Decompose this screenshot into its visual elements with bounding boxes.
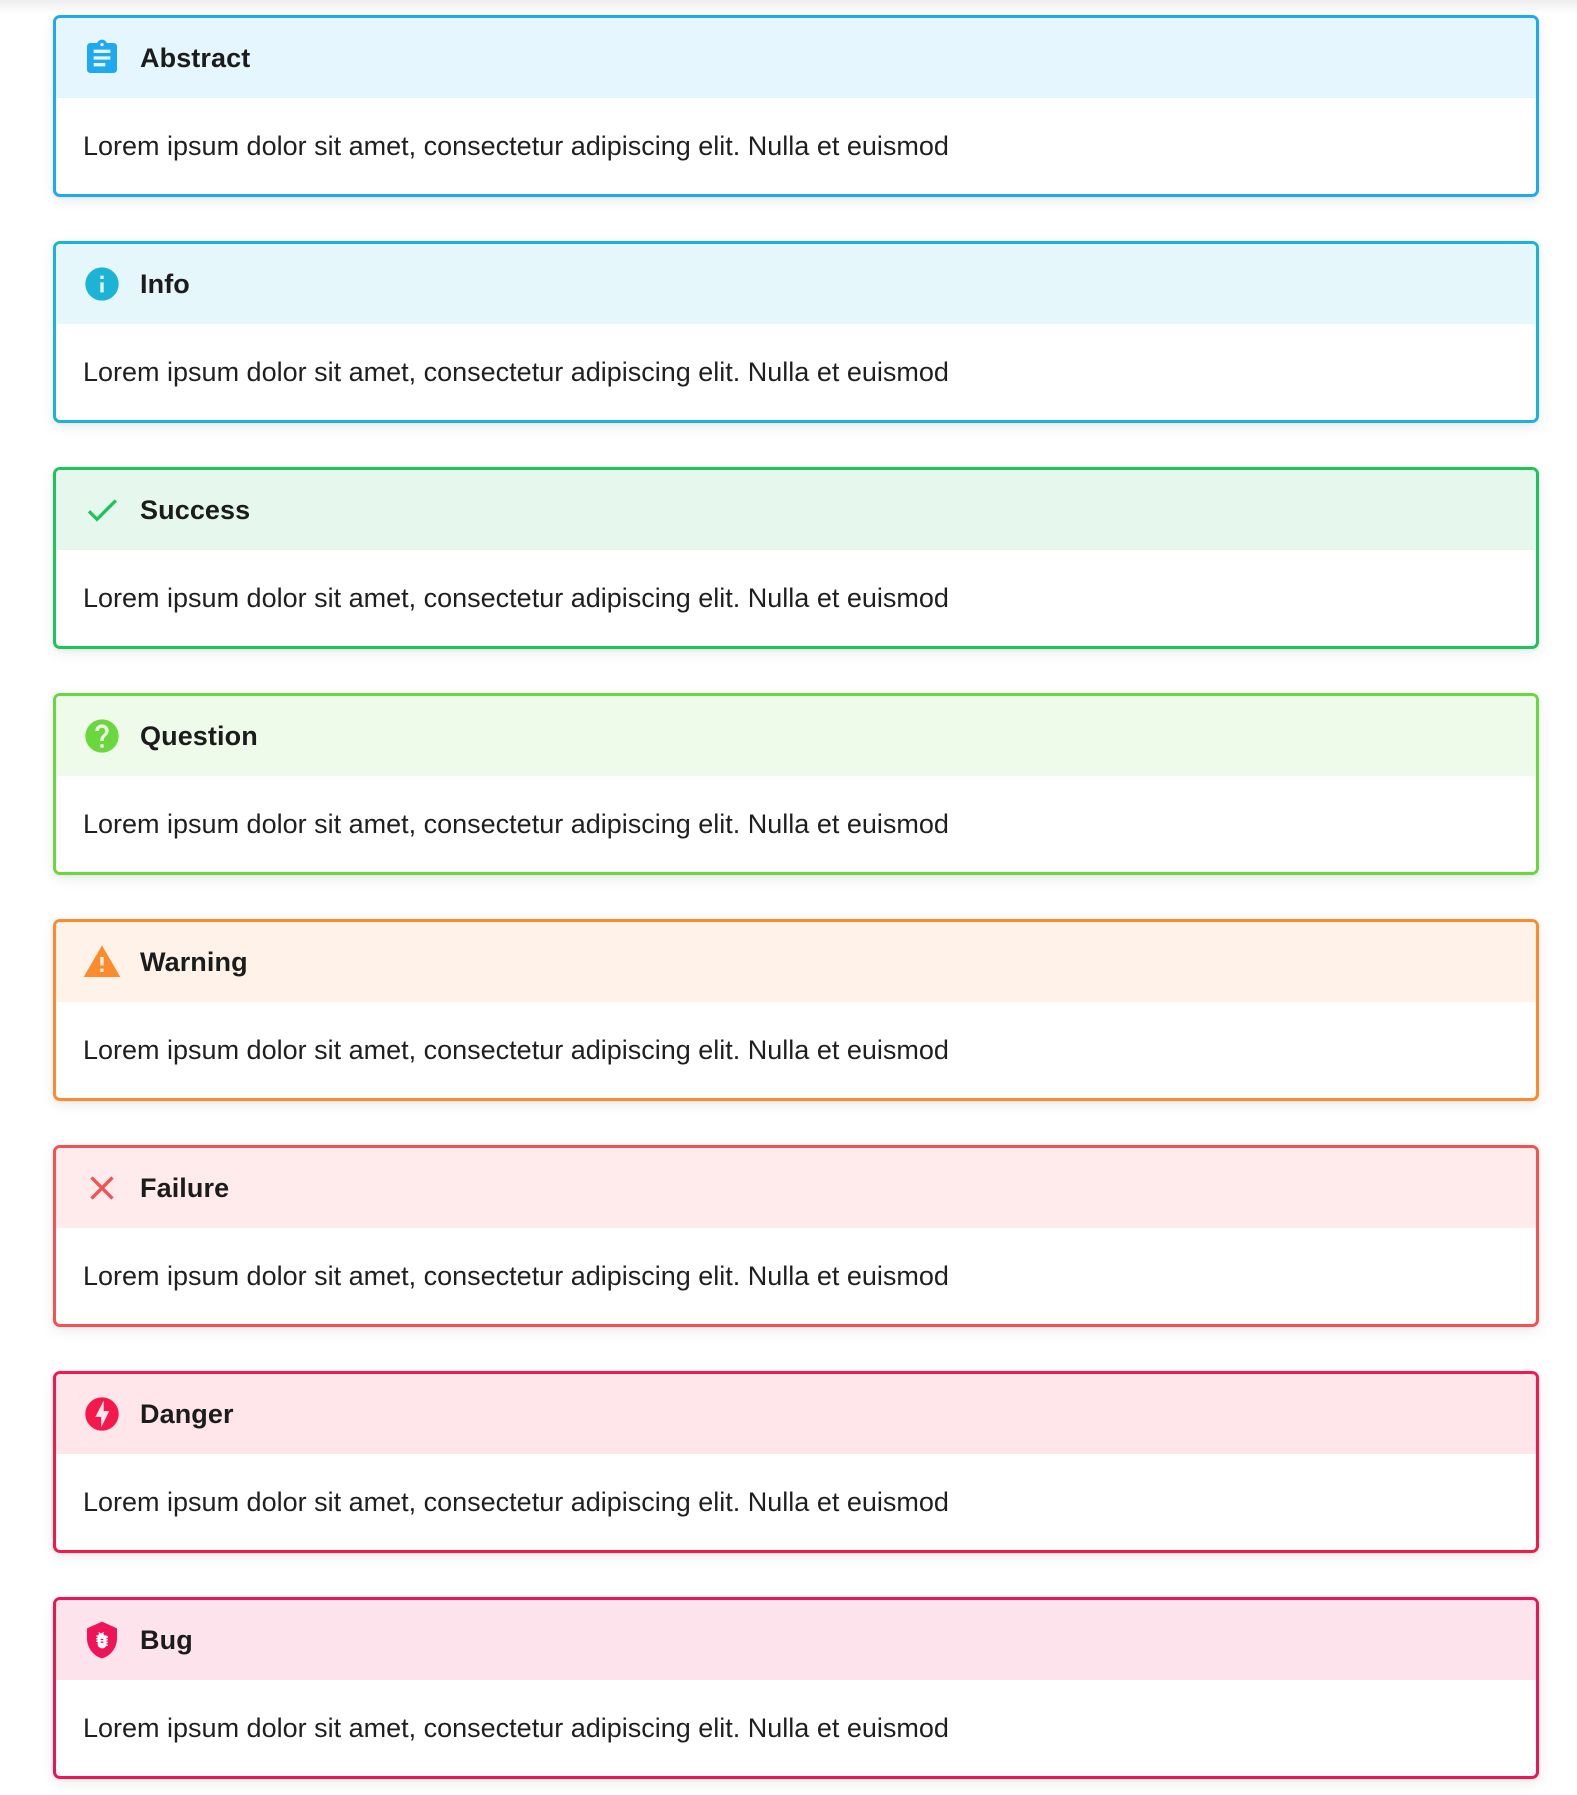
admonition-title: Bug <box>140 1624 193 1655</box>
admonition-body: Lorem ipsum dolor sit amet, consectetur adipiscing elit. Nulla et euismod <box>83 1035 949 1065</box>
admonition-title: Danger <box>140 1398 234 1429</box>
admonition-body: Lorem ipsum dolor sit amet, consectetur adipiscing elit. Nulla et euismod <box>83 131 949 161</box>
admonition-body: Lorem ipsum dolor sit amet, consectetur adipiscing elit. Nulla et euismod <box>83 583 949 613</box>
info-circle-icon <box>82 264 122 304</box>
admonition-title: Warning <box>140 946 248 977</box>
lightning-bolt-icon <box>82 1394 122 1434</box>
admonition-success <box>53 467 1539 649</box>
question-circle-icon <box>82 716 122 756</box>
admonition-title-bar <box>56 1148 1536 1228</box>
admonition-question <box>53 693 1539 875</box>
admonition-body: Lorem ipsum dolor sit amet, consectetur adipiscing elit. Nulla et euismod <box>83 357 949 387</box>
admonition-title: Question <box>140 720 258 751</box>
admonition-warning <box>53 919 1539 1101</box>
admonition-body: Lorem ipsum dolor sit amet, consectetur adipiscing elit. Nulla et euismod <box>83 1713 949 1743</box>
bug-shield-icon <box>82 1620 122 1660</box>
header-shadow <box>0 0 1577 14</box>
admonition-title-bar <box>56 18 1536 98</box>
admonition-body: Lorem ipsum dolor sit amet, consectetur adipiscing elit. Nulla et euismod <box>83 1487 949 1517</box>
admonition-body: Lorem ipsum dolor sit amet, consectetur adipiscing elit. Nulla et euismod <box>83 809 949 839</box>
clipboard-icon <box>82 38 122 78</box>
admonition-title-bar <box>56 244 1536 324</box>
admonition-body: Lorem ipsum dolor sit amet, consectetur adipiscing elit. Nulla et euismod <box>83 1261 949 1291</box>
admonition-title: Info <box>140 268 190 299</box>
admonition-title: Failure <box>140 1172 230 1203</box>
admonition-bug <box>53 1597 1539 1779</box>
admonition-title: Abstract <box>140 42 251 73</box>
admonition-title: Success <box>140 494 251 525</box>
admonition-title-bar <box>56 922 1536 1002</box>
admonition-title-bar <box>56 1374 1536 1454</box>
checkmark-icon <box>82 490 122 530</box>
close-x-icon <box>82 1168 122 1208</box>
admonition-danger <box>53 1371 1539 1553</box>
admonition-title-bar <box>56 696 1536 776</box>
admonition-title-bar <box>56 470 1536 550</box>
admonition-info <box>53 241 1539 423</box>
warning-triangle-icon <box>82 942 122 982</box>
admonition-failure <box>53 1145 1539 1327</box>
admonition-abstract <box>53 15 1539 197</box>
admonition-title-bar <box>56 1600 1536 1680</box>
admonition-list <box>53 15 1539 1779</box>
